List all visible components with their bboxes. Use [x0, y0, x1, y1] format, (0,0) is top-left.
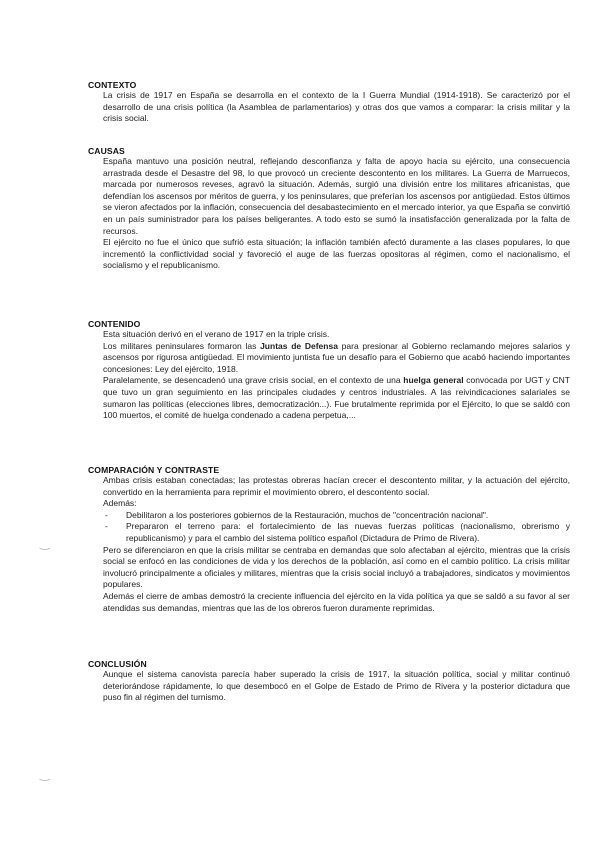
heading-contexto: CONTEXTO: [88, 80, 137, 90]
section-contenido: [88, 319, 570, 422]
bullet-item: [88, 521, 570, 544]
section-contexto: [88, 80, 570, 125]
bullet-dash: -: [105, 521, 108, 532]
comparacion-paragraph-4: Además el cierre de ambas demostró la creciente influencia del ejército en la vida política ya que se saldó a su favor al ser atendidas sus demandas, mientras que las de los obreros fueron duramente reprimidas.: [103, 590, 570, 613]
heading-causas: CAUSAS: [88, 146, 125, 156]
causas-paragraph-1: España mantuvo una posición neutral, reflejando desconfianza y falta de apoyo hacia su ejército, una consecuencia arrastrada desde el Desastre del 98, lo que provocó un creciente descontento en los militares. La Guerra de Marruecos, marcada por numerosos reveses, agravó la situación. Además, surgió una división entre los militares africanistas, que defendían los ascensos por méritos de guerra, y los peninsulares, que preferían los ascensos por antigüedad. Estos últimos se vieron afectados por la inflación, consecuencia del desabastecimiento en el mercado interior, ya que España se convirtió en un país suministrador para los países beligerantes. A todo esto se sumó la insatisfacción generalizada por la falta de recursos.: [103, 156, 570, 236]
scan-mark: ‿: [40, 536, 50, 550]
contenido-paragraph-3: [88, 375, 570, 421]
heading-contenido: CONTENIDO: [88, 319, 141, 329]
bullet-item: [88, 510, 570, 522]
comparacion-paragraph-1: Ambas crisis estaban conectadas; las protestas obreras hacían crecer el descontento militar, y la actuación del ejército, convertido en la herramienta para reprimir el movimiento obrero, el descontento social.: [103, 475, 570, 497]
bullet-text: Prepararon el terreno para: el fortalecimiento de las nuevas fuerzas políticas (nacionalismo, obrerismo y republicanismo) y para el cambio del sistema político español (Dictadura de Primo de Rivera).: [126, 521, 570, 543]
scan-mark: ‿: [40, 767, 50, 781]
contenido-paragraph-1: Esta situación derivó en el verano de 1917 en la triple crisis.: [103, 329, 330, 339]
huelga-text-c: convocada por UGT y CNT que tuvo un gran seguimiento en las principales ciudades y centros industriales. A las reivindicaciones salariales se sumaron las políticas (elecciones libres, democratización...). Fue brutalmente reprimida por el Ejército, lo que se saldó con 100 muertos, el comité de huelga condenado a cadena perpetua,...: [103, 375, 570, 421]
juntas-de-defensa: Juntas de Defensa: [260, 340, 338, 351]
huelga-general: huelga general: [403, 375, 464, 386]
section-comparacion: [88, 465, 570, 614]
heading-comparacion: COMPARACIÓN Y CONTRASTE: [88, 465, 220, 475]
contenido-paragraph-2: [88, 341, 570, 376]
juntas-text-a: Los militares peninsulares formaron las: [103, 340, 261, 351]
juntas-text-c: para presionar al Gobierno reclamando mejores salarios y ascensos por rigurosa antigüedad. El movimiento juntista fue un desafío para el Gobierno que acabó haciendo importantes concesiones: Ley del ejército, 1918.: [103, 340, 570, 374]
comparacion-paragraph-2: Además:: [103, 498, 137, 509]
conclusion-paragraph: Aunque el sistema canovista parecía haber superado la crisis de 1917, la situación política, social y militar continuó deteriorándose rápidamente, lo que desembocó en el Golpe de Estado de Primo de Rivera y la posterior dictadura que puso fin al régimen del turnismo.: [103, 669, 570, 703]
heading-conclusion: CONCLUSIÓN: [88, 659, 147, 669]
causas-paragraph-2: El ejército no fue el único que sufrió esta situación; la inflación también afectó duramente a las clases populares, lo que incrementó la conflictividad social y favoreció el auge de las fuerzas opositoras al régimen, como el nacionalismo, el socialismo y el republicanismo.: [103, 237, 570, 271]
huelga-text-a: Paralelamente, se desencadenó una grave crisis social, en el contexto de una: [103, 375, 404, 386]
comparacion-paragraph-3: Pero se diferenciaron en que la crisis militar se centraba en demandas que solo afectaban al ejército, mientras que la crisis social se enfocó en las condiciones de vida y los derechos de la población, así como en el cambio político. La crisis militar involucró principalmente a oficiales y militares, mientras que la crisis social incluyó a trabajadores, sindicatos y movimientos populares.: [103, 544, 570, 590]
comparacion-bullet-list: [88, 510, 570, 545]
section-conclusion: [88, 659, 570, 704]
bullet-dash: -: [105, 509, 108, 520]
bullet-text: Debilitaron a los posteriores gobiernos de la Restauración, muchos de "concentración nacional".: [126, 509, 489, 520]
section-causas: [88, 146, 570, 272]
contexto-paragraph: La crisis de 1917 en España se desarrolla en el contexto de la I Guerra Mundial (1914-1918). Se caracterizó por el desarrollo de una crisis política (la Asamblea de parlamentarios) y otras dos que vamos a comparar: la crisis militar y la crisis social.: [103, 90, 570, 124]
